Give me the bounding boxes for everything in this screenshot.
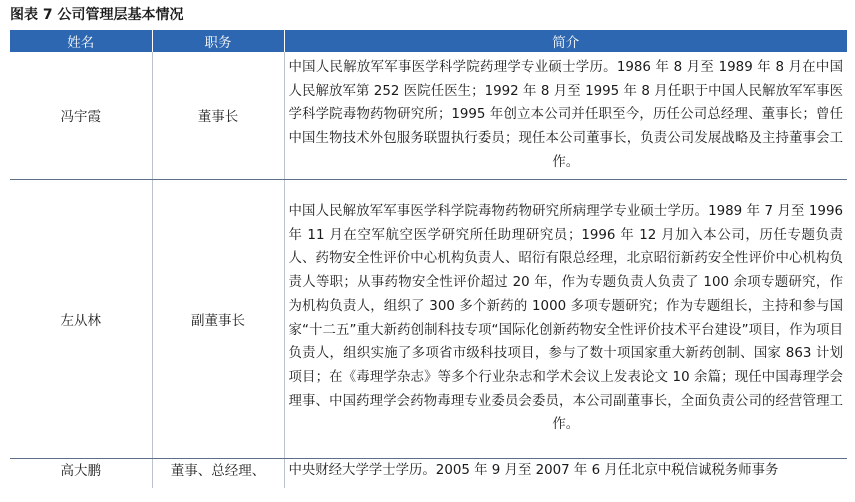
cell-position: 副董事长 (152, 179, 284, 458)
table-row (10, 458, 847, 488)
table-header-row (10, 30, 847, 52)
header-name: 姓名 (10, 30, 152, 52)
cell-name: 高大鹏 (10, 458, 152, 488)
cell-position: 董事、总经理、 (152, 458, 284, 488)
header-bio: 简介 (284, 30, 847, 52)
figure-title: 图表 7 公司管理层基本情况 (10, 7, 184, 23)
table-row (10, 52, 847, 179)
header-position: 职务 (152, 30, 284, 52)
cell-position: 董事长 (152, 52, 284, 179)
cell-bio: 中国人民解放军军事医学科学院药理学专业硕士学历。1986 年 8 月至 1989 年 8 月在中国人民解放军第 252 医院任医生；1992 年 8 月至 1995 年 8 月任职于中国人民解放军军事医学科学院毒物药物研究所；1995 年创立本公司并任职至今，历任公司总经理、董事长；曾任中国生物技术外包服务联盟执行委员；现任本公司董事长，负责公司发展战略及主持董事会工作。 (284, 52, 847, 179)
table-row (10, 179, 847, 458)
cell-bio: 中国人民解放军军事医学科学院毒物药物研究所病理学专业硕士学历。1989 年 7 月至 1996 年 11 月在空军航空医学研究所任助理研究员；1996 年 12 月加入本公司，历任专题负责人、药物安全性评价中心机构负责人、昭衍有限总经理，北京昭衍新药安全性评价中心机构负责人等职；从事药物安全性评价超过 20 年，作为专题负责人负责了 100 余项专题研究，作为机构负责人，组织了 300 多个新药的 1000 多项专题研究；作为专题组长，主持和参与国家“十二五”重大新药创制科技专项“国际化创新药物安全性评价技术平台建设”项目，作为项目负责人，组织实施了多项省市级科技项目，参与了数十项国家重大新药创制、国家 863 计划项目；在《毒理学杂志》等多个行业杂志和学术会议上发表论文 10 余篇；现任中国毒理学会理事、中国药理学会药物毒理专业委员会委员，本公司副董事长，全面负责公司的经营管理工作。 (284, 179, 847, 458)
cell-name: 左从林 (10, 179, 152, 458)
cell-name: 冯宇霞 (10, 52, 152, 179)
cell-bio: 中央财经大学学士学历。2005 年 9 月至 2007 年 6 月任北京中税信诚税务师事务 (288, 462, 779, 478)
management-table (10, 30, 847, 488)
